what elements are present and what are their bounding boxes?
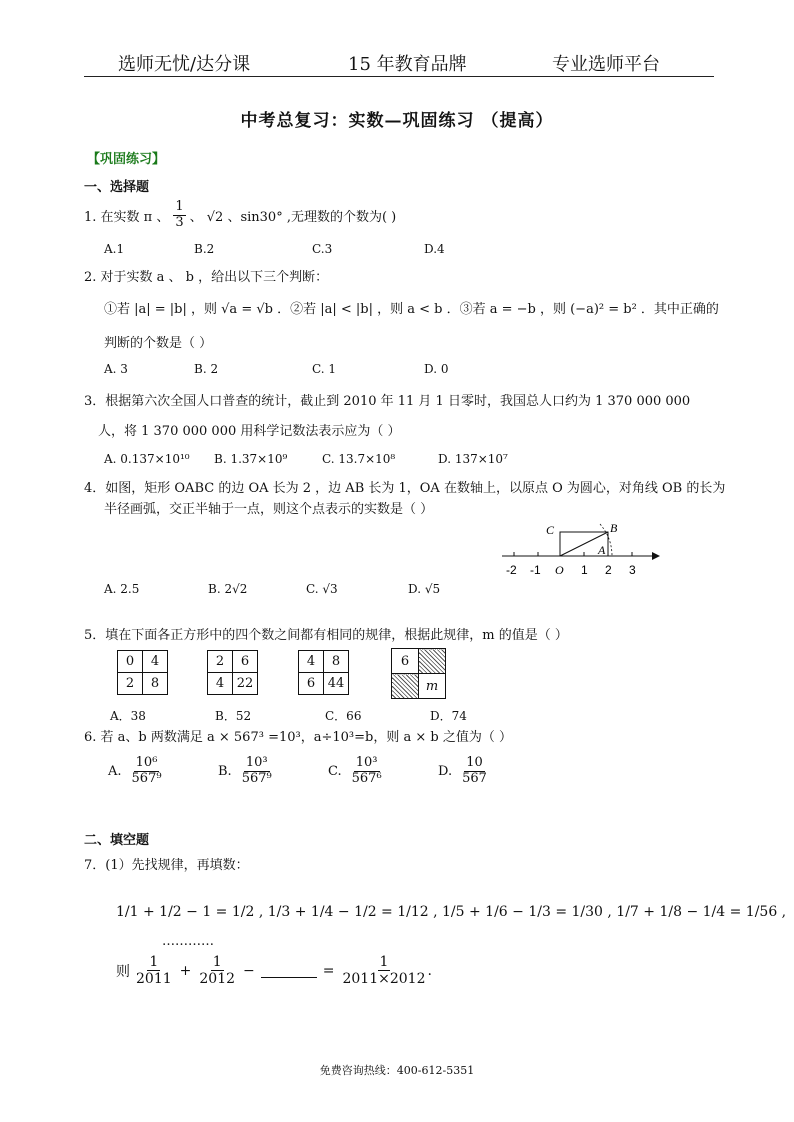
square3-cell: 8 — [324, 651, 349, 673]
q7-then: 则 — [116, 963, 130, 980]
q4-option-a: A. 2.5 — [104, 582, 140, 596]
q2-line3: 判断的个数是（ ） — [104, 336, 213, 351]
q2-line1: 2. 对于实数 a 、 b ，给出以下三个判断： — [84, 270, 329, 285]
q5-option-c: C．66 — [325, 709, 362, 723]
tick-label-neg1: -1 — [530, 563, 541, 577]
q2-option-b: B. 2 — [194, 362, 219, 376]
q7-term2 — [197, 954, 237, 987]
q3-option-b: B. 1.37×10⁹ — [214, 452, 288, 466]
q3-line2: 人，将 1 370 000 000 用科学记数法表示应为（ ） — [98, 424, 401, 439]
frac-num: 10 — [466, 755, 483, 770]
minus-sign: − — [243, 962, 255, 979]
q7-term1 — [134, 954, 174, 987]
q3-option-d: D. 137×10⁷ — [438, 452, 508, 466]
q6-option-b-fraction — [240, 756, 274, 787]
q6-option-b-label: B. — [218, 763, 232, 779]
q1-fraction — [173, 200, 185, 231]
hatched-cell — [419, 649, 446, 674]
square1-cell: 0 — [118, 651, 143, 673]
q3-option-c: C. 13.7×10⁸ — [322, 452, 396, 466]
frac-num: 1 — [212, 954, 222, 970]
frac-den: 2011 — [136, 971, 172, 988]
label-b: B — [610, 521, 618, 535]
square4-cell-m: m — [419, 674, 446, 699]
label-a: A — [598, 543, 606, 557]
hatched-cell — [392, 674, 419, 699]
q4-option-b: B. 2√2 — [208, 582, 248, 596]
q6-line1: 6. 若 a、b 两数满足 a × 567³ =10³，a÷10³=b，则 a × b 之值为（ ） — [84, 730, 512, 745]
frac-den: 567⁹ — [131, 770, 162, 786]
frac-den: 2012 — [199, 971, 236, 988]
q6-option-d — [438, 756, 489, 787]
frac-num: 1 — [149, 954, 159, 970]
frac-num: 10⁶ — [135, 755, 158, 770]
q1-frac-den: 3 — [175, 214, 184, 230]
page-title: 中考总复习：实数—巩固练习 （提高） — [240, 111, 554, 131]
q3-option-a: A. 0.137×10¹⁰ — [104, 452, 190, 466]
q5-option-d: D．74 — [430, 709, 467, 723]
footer-hotline: 免费咨询热线：400-612-5351 — [319, 1064, 475, 1077]
q1-frac-num: 1 — [175, 199, 184, 214]
q6-option-d-fraction — [460, 756, 489, 787]
question-1 — [84, 200, 396, 231]
q4-option-d: D. √5 — [408, 582, 441, 596]
square3-cell: 6 — [299, 673, 324, 695]
q1-option-d: D.4 — [424, 242, 445, 256]
axis-arrow — [652, 552, 660, 560]
tick-label-1: 1 — [581, 563, 588, 577]
q7-rhs — [340, 954, 427, 987]
header-left: 选师无忧/达分课 — [118, 54, 251, 75]
q3-line1: 3．根据第六次全国人口普查的统计，截止到 2010 年 11 月 1 日零时，我国总人口约为 1 370 000 000 — [84, 394, 691, 409]
frac-den: 2011×2012 — [342, 971, 426, 988]
q7-pattern: 1/1 + 1/2 − 1 = 1/2 , 1/3 + 1/4 − 1/2 = 1/12 , 1/5 + 1/6 − 1/3 = 1/30 , 1/7 + 1/8 − 1/4 = 1/56 , — [116, 904, 787, 920]
tick-label-neg2: -2 — [506, 563, 517, 577]
square2-cell: 6 — [233, 651, 258, 673]
square1-cell: 8 — [143, 673, 168, 695]
section-choice-heading: 一、选择题 — [84, 180, 150, 195]
q1-option-a: A.1 — [104, 242, 125, 256]
equals-sign: = — [322, 962, 335, 979]
q2-option-c: C. 1 — [312, 362, 337, 376]
square4-cell: 6 — [392, 649, 419, 674]
square2-cell: 4 — [208, 673, 233, 695]
q4-line2: 半径画弧，交正半轴于一点，则这个点表示的实数是（ ） — [104, 502, 434, 517]
square2-cell: 2 — [208, 651, 233, 673]
square3-cell: 4 — [299, 651, 324, 673]
q2-option-a: A. 3 — [104, 362, 128, 376]
number-square-3 — [298, 650, 349, 695]
section-tag: 【巩固练习】 — [87, 152, 166, 167]
q6-option-c — [328, 756, 384, 787]
tick-label-3: 3 — [629, 563, 636, 577]
q1-prefix: 1. 在实数 π 、 — [84, 209, 170, 225]
q4-option-c: C. √3 — [306, 582, 338, 596]
header-center: 15 年教育品牌 — [348, 54, 467, 75]
period: . — [427, 962, 432, 979]
q6-option-d-label: D. — [438, 763, 453, 779]
tick-label-origin: O — [555, 563, 564, 577]
label-c: C — [546, 523, 555, 537]
number-square-1 — [117, 650, 168, 695]
number-square-4 — [391, 648, 446, 699]
frac-num: 10³ — [355, 755, 378, 770]
header-right: 专业选师平台 — [552, 54, 660, 75]
plus-sign: + — [179, 962, 192, 979]
q4-line1: 4．如图，矩形 OABC 的边 OA 长为 2 ，边 AB 长为 1，OA 在数轴上，以原点 O 为圆心，对角线 OB 的长为 — [84, 481, 726, 496]
frac-den: 567⁶ — [351, 770, 382, 786]
q6-option-c-fraction — [350, 756, 384, 787]
header-rule — [84, 76, 714, 77]
q2-line2: ①若 |a| = |b| ，则 √a = √b ．②若 |a| < |b| ，则 a < b ．③若 a = −b ，则 (−a)² = b² ．其中正确的 — [104, 302, 719, 317]
q6-option-c-label: C. — [328, 763, 342, 779]
frac-num: 1 — [379, 954, 389, 970]
square3-cell: 44 — [324, 673, 349, 695]
frac-den: 567 — [462, 770, 487, 786]
frac-num: 10³ — [245, 755, 268, 770]
q2-option-d: D. 0 — [424, 362, 449, 376]
square1-cell: 4 — [143, 651, 168, 673]
q1-option-b: B.2 — [194, 242, 215, 256]
q1-option-c: C.3 — [312, 242, 333, 256]
q5-line1: 5．填在下面各正方形中的四个数之间都有相同的规律，根据此规律，m 的值是（ ） — [84, 628, 568, 643]
q7-line1: 7．(1）先找规律，再填数： — [84, 858, 249, 873]
number-square-2 — [207, 650, 258, 695]
q1-suffix: 、 √2 、sin30° ,无理数的个数为( ) — [189, 209, 397, 225]
number-line-figure — [500, 516, 670, 578]
q6-option-a — [108, 756, 164, 787]
q6-option-b — [218, 756, 274, 787]
q5-option-b: B．52 — [215, 709, 252, 723]
section-fill-heading: 二、填空题 — [84, 833, 150, 848]
q7-equation — [116, 954, 432, 987]
q6-option-a-label: A. — [108, 763, 122, 779]
frac-den: 567⁹ — [241, 770, 272, 786]
q5-option-a: A．38 — [110, 709, 146, 723]
tick-label-2: 2 — [605, 563, 612, 577]
square1-cell: 2 — [118, 673, 143, 695]
square2-cell: 22 — [233, 673, 258, 695]
q7-ellipsis: ………… — [162, 934, 214, 949]
answer-blank[interactable] — [261, 963, 317, 978]
q6-option-a-fraction — [130, 756, 164, 787]
